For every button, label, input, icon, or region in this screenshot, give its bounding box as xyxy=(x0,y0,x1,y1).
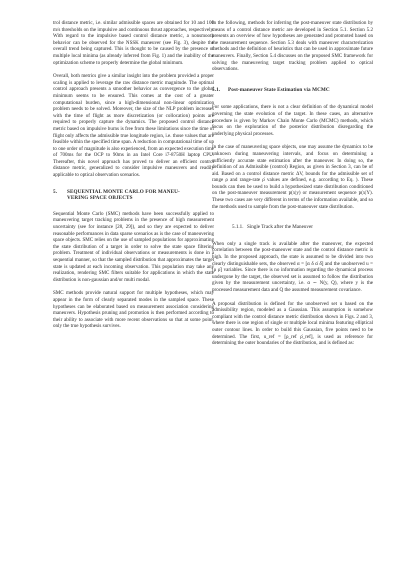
section-heading-5 xyxy=(53,189,214,202)
paragraph: SMC methods provide natural support for multiple hypotheses, which may appear in the form of clearly separated modes in the sampled space. These hypotheses can be elaborated based on measurement association considering maneuvers. Hypothesis pruning and promotion is then performed according to their ability to associate with more recent observations so that at some point, only the true hypothesis survives. xyxy=(53,290,214,330)
paragraph: Sequential Monte Carlo (SMC) methods have been successfully applied to maneuvering target tracking problems in the presence of high measurement uncertainty (see for instance [28, 29]), and so they are expected to deliver reasonable performances in data sparse scenarios as is the case of maneuvering space objects. SMC relies on the use of sampled populations for approximating the state distribution of a target in order to solve the state space filtering problem. Treatment of individual observations or measurements is done in a sequential manner, so that the sampled distribution that approximates the target state is updated at each incoming observation. This population may take any realization, rendering SMC filters suitable for applications in which the state distribution is non-gaussian and/or multi modal. xyxy=(53,210,214,283)
subsection-number: 5.1.1. xyxy=(232,224,244,231)
paragraph: For some applications, there is not a clear definition of the dynamical model governing the state evolution of the target. In these cases, an alternative procedure is given by Markov Chain Monte Carlo (MCMC) methods, which focus on the exploration of the posterior distribution disregarding the underlying physical processes. xyxy=(212,104,373,137)
section-title: Post-maneuver State Estimation via MCMC xyxy=(228,86,330,93)
paragraph: In the following, methods for inferring the post-maneuver state distribution by means of a control distance metric are developed in Section 5.1. Section 5.2 presents an overview of how hypotheses are generated and promoted based on the measurement sequence. Section 5.3 deals with maneuver characterization methods and the definition of heuristics that can be used in approximate future maneuvers. Finally, Section 5.4 discusses on the proposed SMC framework for solving the maneuvering target tracking problem applied to optical observations. xyxy=(212,20,373,73)
right-column xyxy=(212,20,373,354)
paragraph: Overall, both metrics give a similar insight into the problem provided a proper scaling is applied to leverage the raw distance metric magnitude. The optimal control approach presents a smoother behavior as convergence to the global minimum seems to be ensured. This comes at the cost of a greater computational burden, since a high-dimensional non-linear optimization problem needs to be solved. Moreover, the size of the NLP problem increases with the time of flight as more discretization (or collocation) points are required to properly capture the dynamics. The proposed control distance metric based on impulsive burns is free from these limitations since the time of flight only affects the admissible true longitude region, i.e. those values that are feasible within the specified time span. A reduction in computational time of up to one order of magnitude is also experienced, from an expected execution time of 700ms for the OCP to 90ms in an Intel Core i7-8750H laptop CPU. Thereafter, this novel approach has proved to deliver an efficient control distance metric, generalized to consider impulsive maneuvers and readily applicable to optical observation scenarios. xyxy=(53,73,214,179)
subsection-heading-5-1-1 xyxy=(212,224,373,231)
subsection-title: Single Track after the Maneuver xyxy=(247,224,313,231)
section-number: 5.1. xyxy=(212,86,221,93)
paragraph: When only a single track is available after the maneuver, the expected correlation between the post-maneuver state and the control distance metric is high. In the proposed approach, the state is assumed to be divided into two clearly distinguishable sets, the observed α = [α δ α̇ δ̇] and the unobserved u = [ρ ρ̇] variables. Since there is no information regarding the dynamical process undergone by the target, the observed set is assumed to follow the distribution given by the measurement uncertainty, i.e. α ∼ N(y, Q), where y is the processed measurement data and Q the assumed measurement covariance. xyxy=(212,240,373,293)
paragraph: trol distance metric, i.e. similar admissible spaces are obtained for 10 and 100 m/s thresholds on the impulsive and continuous thrust approaches, respectively. With regard to the impulsive based control distance metric, a nonsmooth behavior can be observed for the NSSK maneuver (see Fig. 3), despite the overall trend being captured. This is thought to be caused by the presence of multiple local minima (as already inferred from Fig. 1) and the inability of the optimization scheme to properly determine the global minimum. xyxy=(53,20,214,66)
section-heading-5-1 xyxy=(212,87,373,94)
paragraph: In the case of maneuvering space objects, one may assume the dynamics to be unknown during maneuvering intervals, and focus on determining a sufficiently accurate state estimation after the maneuver. In doing so, the definition of an Admissible (control) Region, as given in Section 3, can be of aid. Based on a control distance metric ΔV, bounds for the admissible set of range ρ and range-rate ρ̇ values are defined, e.g. according to Eq. ). These bounds can then be used to build a hypothesized state distribution conditioned on the post-maneuver measurement p(x|y) or measurement sequence p(x|Y). These two cases are very different in terms of the information available, and so the methods used to sample from the post-maneuver state distribution. xyxy=(212,144,373,210)
section-title-line1: SEQUENTIAL MONTE CARLO FOR MANEU- xyxy=(67,188,180,195)
paragraph: A proposal distribution is defined for the unobserved set u based on the admissibility region, modeled as a Gaussian. This assumption is somehow compliant with the control distance metric distribution shown in Figs. 2 and 3, where there is one region of single or multiple local minima featuring elliptical outer contour lines. In order to build this Gaussian, five points need to be determined. The first, u_ref = [ρ_ref ρ̇_ref], is used as reference for determining the outer boundaries of the distribution, and is defined as: xyxy=(212,300,373,347)
section-number: 5. xyxy=(53,188,58,195)
section-title-line2: VERING SPACE OBJECTS xyxy=(67,195,133,202)
left-column xyxy=(53,20,214,337)
